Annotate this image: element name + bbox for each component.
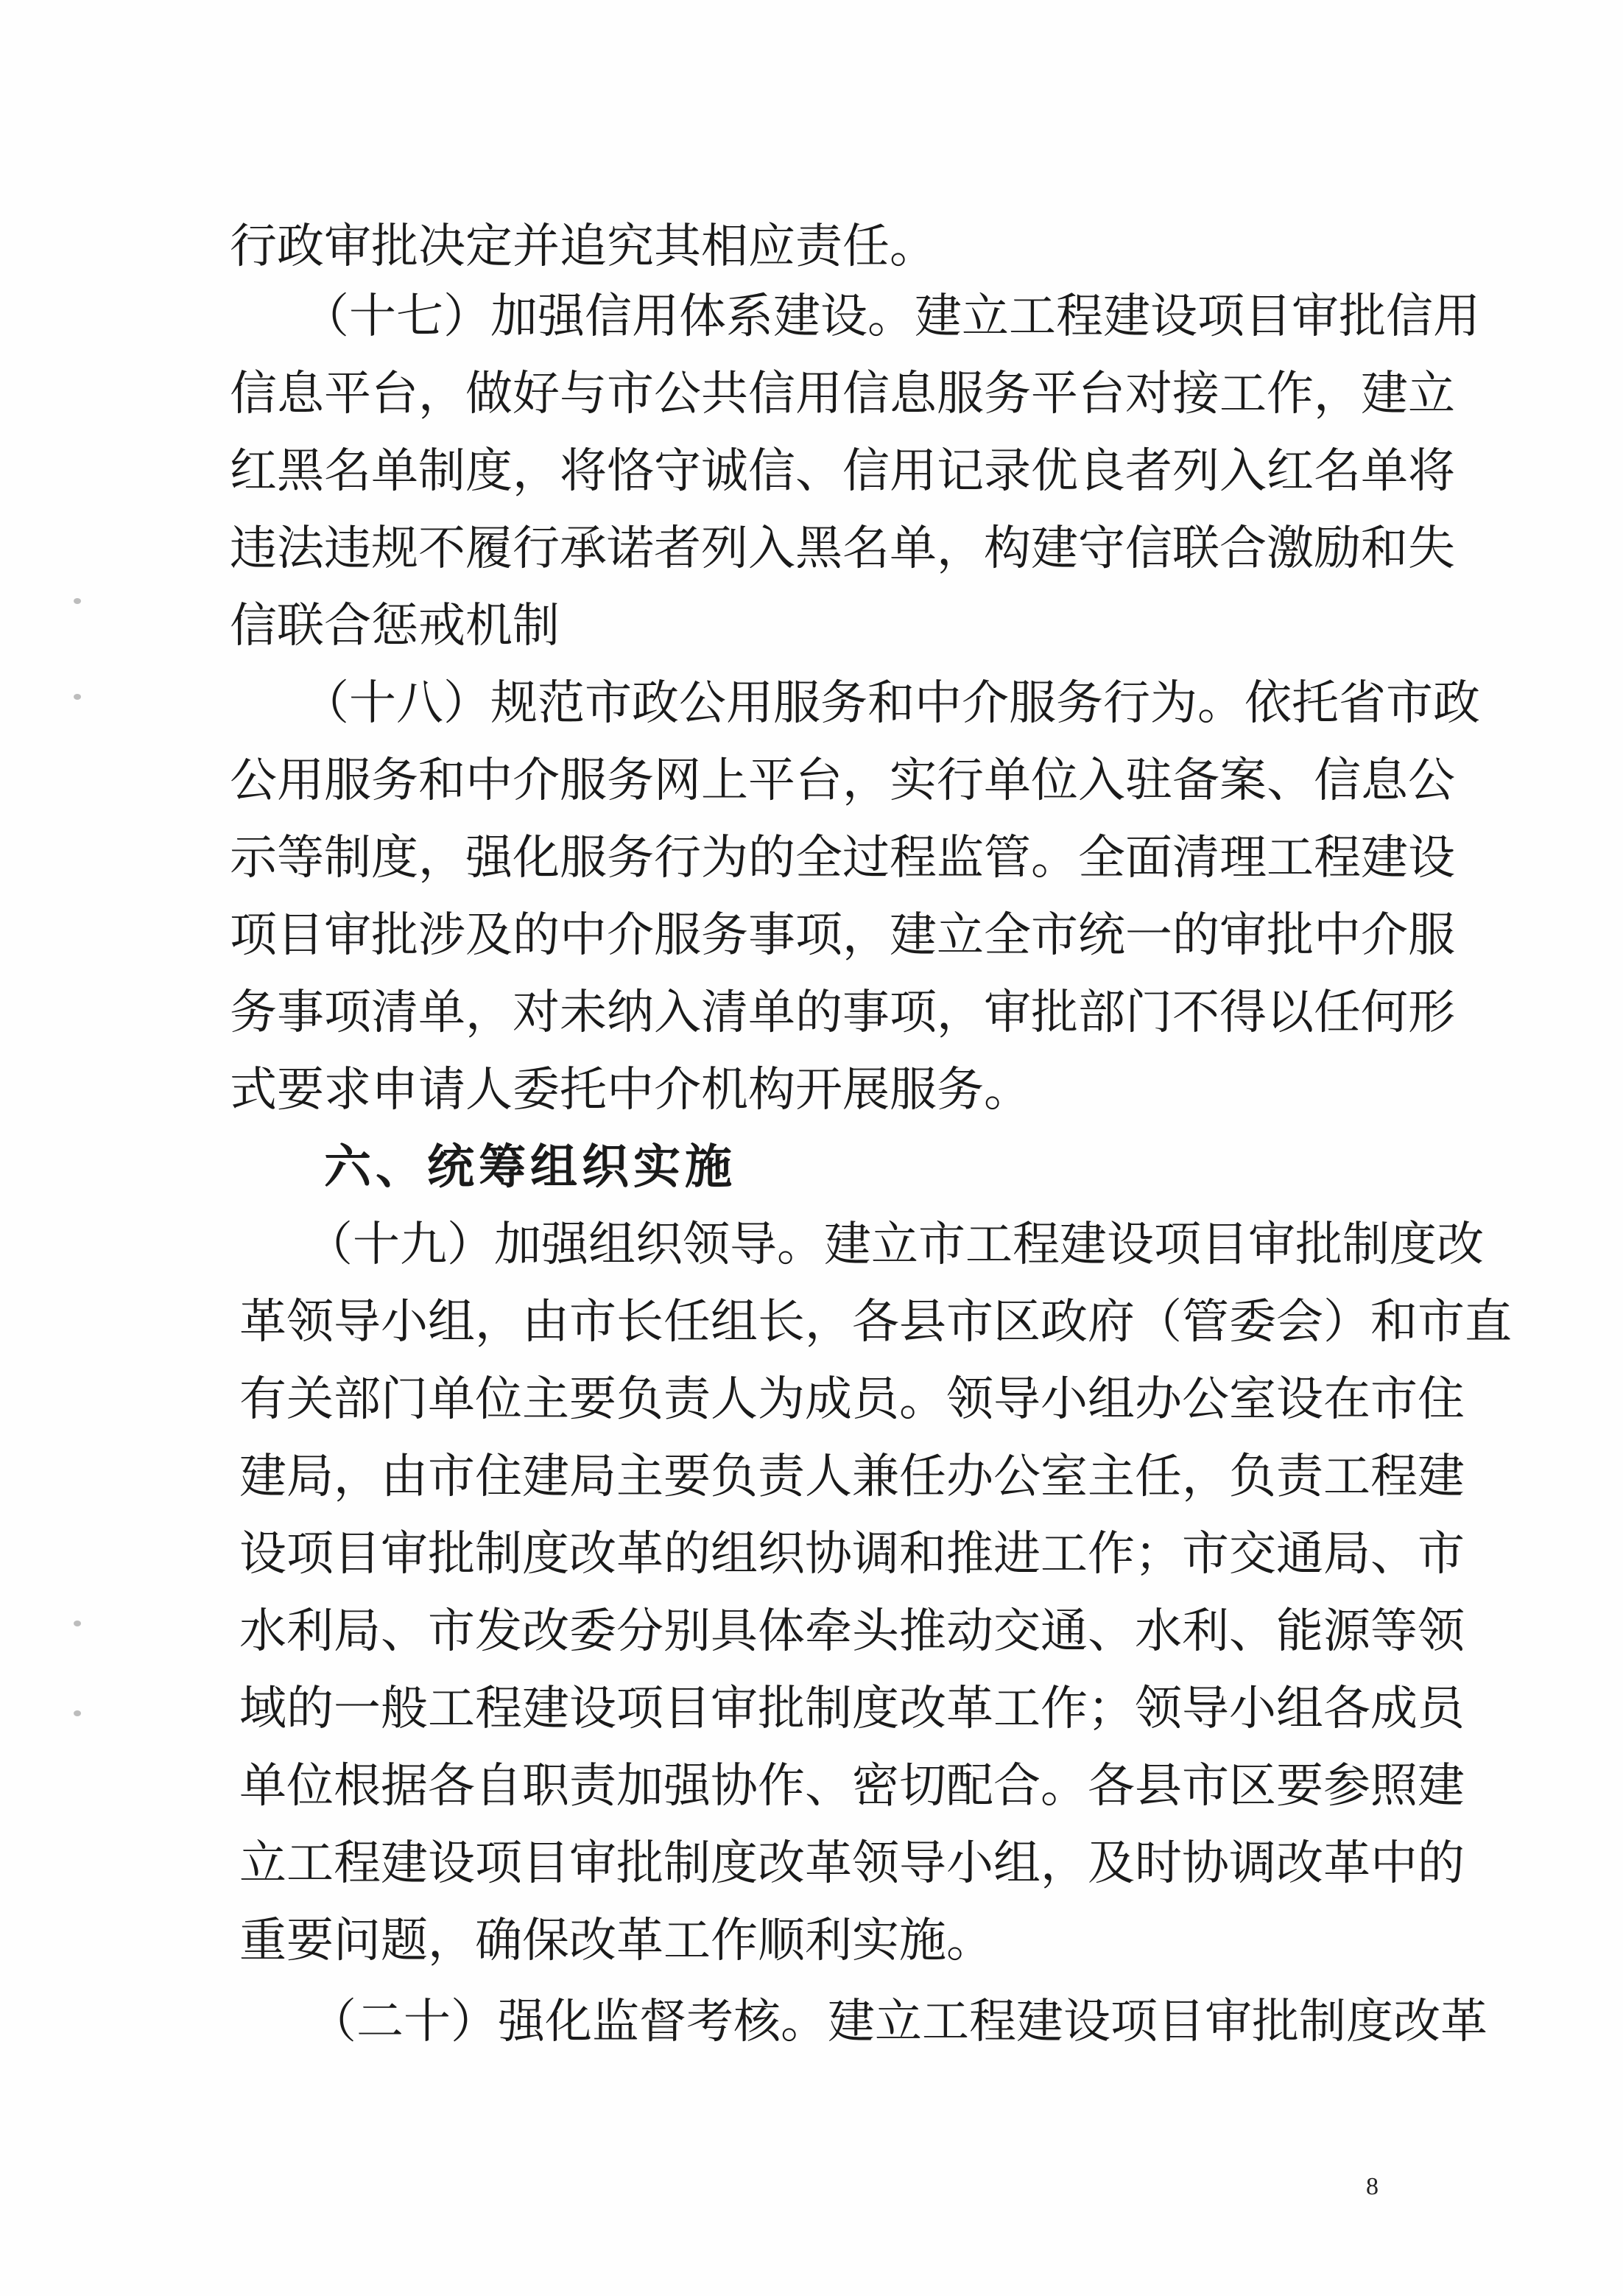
page-number: 8: [1366, 2173, 1379, 2200]
line-text: 域的一般工程建设项目审批制度改革工作；领导小组各成员: [239, 1682, 1465, 1736]
body-line: [0, 1825, 1623, 1892]
body-line: [0, 975, 1623, 1041]
body-line: [0, 820, 1623, 886]
body-line: [0, 742, 1623, 809]
line-text: 信息平台，做好与市公共信用信息服务平台对接工作，建立: [230, 367, 1455, 421]
line-text: 重要问题，确保改革工作顺利实施。: [239, 1914, 993, 1968]
scan-speck: [74, 1621, 81, 1626]
body-line: [0, 1516, 1623, 1582]
line-text: 红黑名单制度，将恪守诚信、信用记录优良者列入红名单将: [230, 444, 1455, 499]
body-line: [0, 1748, 1623, 1814]
section-heading: [0, 1129, 1623, 1196]
section-title: 六、统筹组织实施: [324, 1140, 736, 1195]
line-text: 项目审批涉及的中介服务事项，建立全市统一的审批中介服: [230, 908, 1455, 963]
body-line: [0, 1671, 1623, 1737]
paragraph-19-start: [0, 1207, 1623, 1273]
line-text: （二十）强化监督考核。建立工程建设项目审批制度改革: [309, 1995, 1488, 2049]
line-text: 信联合惩戒机制: [230, 599, 560, 653]
paragraph-17-start: [0, 278, 1623, 345]
line-text: （十九）加强组织领导。建立市工程建设项目审批制度改: [306, 1218, 1484, 1272]
paragraph-18-start: [0, 665, 1623, 731]
scan-speck: [74, 1710, 81, 1716]
line-text: 单位根据各自职责加强协作、密切配合。各县市区要参照建: [239, 1759, 1465, 1814]
body-line: [0, 897, 1623, 963]
line-text: 有关部门单位主要负责人为成员。领导小组办公室设在市住: [239, 1372, 1465, 1427]
line-text: 设项目审批制度改革的组织协调和推进工作；市交通局、市: [239, 1527, 1465, 1581]
body-line: [0, 510, 1623, 577]
body-line: [0, 588, 1623, 654]
line-text: 立工程建设项目审批制度改革领导小组，及时协调改革中的: [239, 1836, 1465, 1891]
line-text: （十七）加强信用体系建设。建立工程建设项目审批信用: [302, 289, 1480, 344]
line-text: 建局，由市住建局主要负责人兼任办公室主任，负责工程建: [239, 1450, 1465, 1504]
body-line: [0, 1439, 1623, 1505]
paragraph-20-start: [0, 1984, 1623, 2050]
line-text: 公用服务和中介服务网上平台，实行单位入驻备案、信息公: [230, 754, 1455, 808]
scan-speck: [74, 598, 81, 604]
body-line: [0, 1052, 1623, 1118]
line-text: 水利局、市发改委分别具体牵头推动交通、水利、能源等领: [239, 1604, 1465, 1659]
body-line: [0, 1284, 1623, 1350]
line-text: 行政审批决定并追究其相应责任。: [230, 220, 937, 274]
body-line: [0, 433, 1623, 499]
line-text: 式要求申请人委托中介机构开展服务。: [230, 1063, 1031, 1117]
line-text: 务事项清单，对未纳入清单的事项，审批部门不得以任何形: [230, 986, 1455, 1040]
line-text: 示等制度，强化服务行为的全过程监管。全面清理工程建设: [230, 831, 1455, 885]
body-line: [0, 1903, 1623, 1969]
line-text: （十八）规范市政公用服务和中介服务行为。依托省市政: [302, 676, 1480, 731]
scan-speck: [74, 694, 81, 700]
line-text: 违法违规不履行承诺者列入黑名单，构建守信联合激励和失: [230, 522, 1455, 576]
body-line: [0, 1361, 1623, 1428]
line-text: 革领导小组，由市长任组长，各县市区政府（管委会）和市直: [239, 1295, 1512, 1349]
body-line: [0, 356, 1623, 422]
body-line: [0, 1593, 1623, 1660]
body-line: [0, 208, 1623, 275]
